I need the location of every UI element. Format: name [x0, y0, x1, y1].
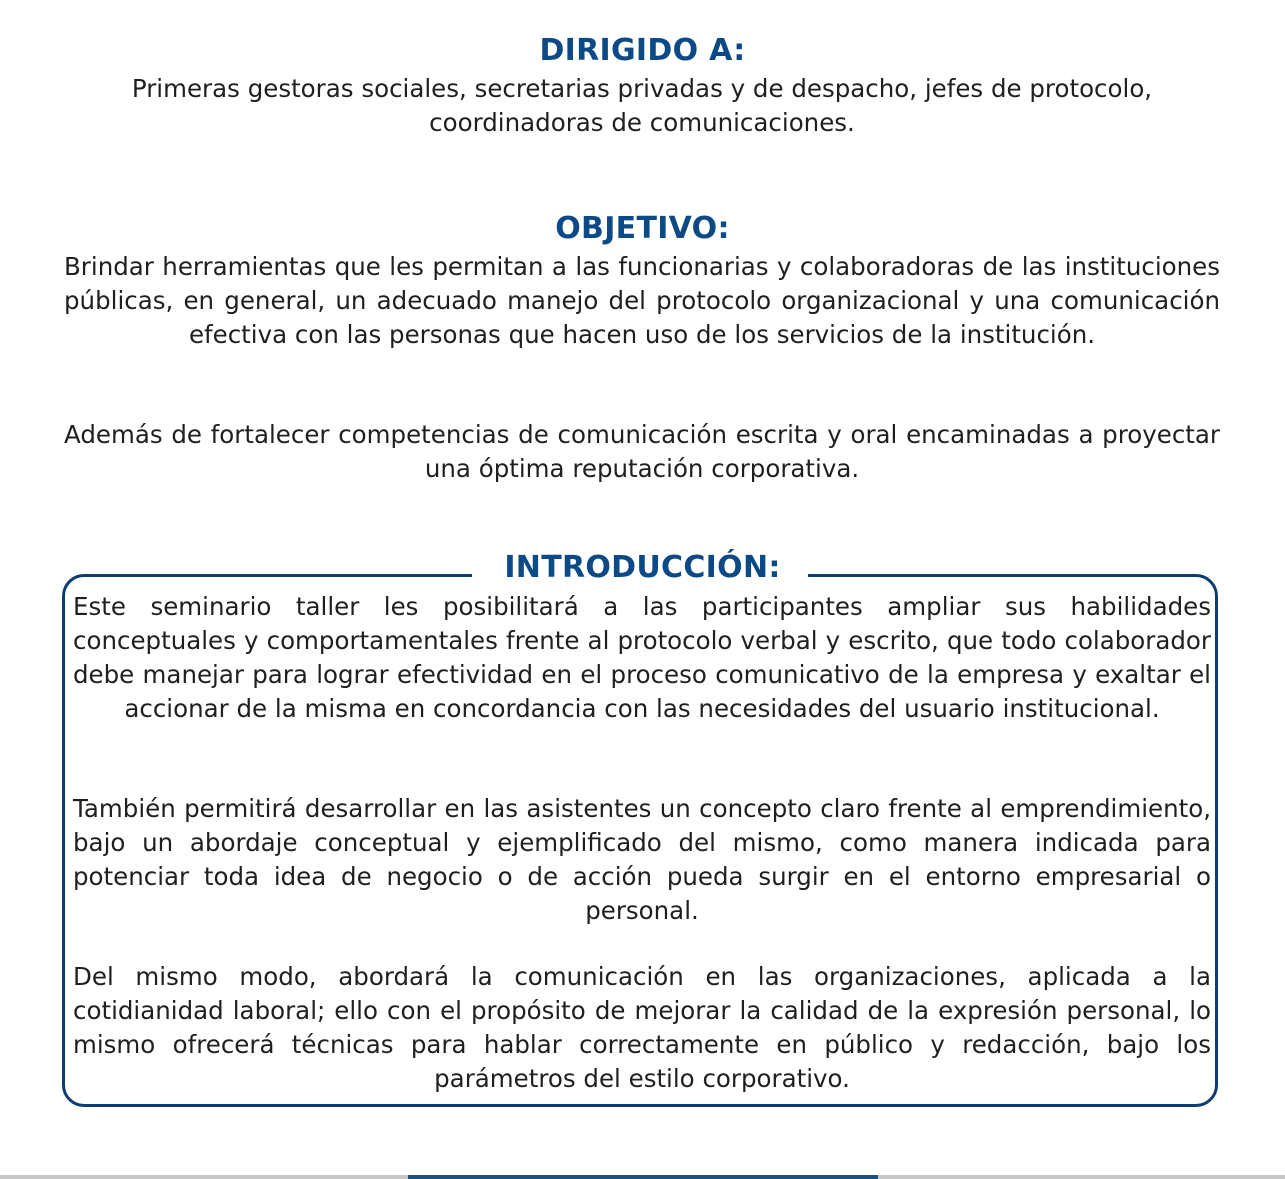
footer-divider — [0, 1175, 1285, 1179]
objetivo-paragraph-1: Brindar herramientas que les permitan a las funcionarias y colaboradoras de las instituciones públicas, en general, un adecuado manejo del protocolo organizacional y una comunicación efectiva con las personas que hacen uso de los servicios de la institución. — [64, 252, 1220, 349]
dirigido-text: Primeras gestoras sociales, secretarias privadas y de despacho, jefes de protocolo, coordinadoras de comunicaciones. — [131, 74, 1153, 137]
introduccion-paragraph-1: Este seminario taller les posibilitará a las participantes ampliar sus habilidades conceptuales y comportamentales frente al protocolo verbal y escrito, que todo colaborador debe manejar para lograr efectividad en el proceso comunicativo de la empresa y exaltar el accionar de la misma en concordancia con las necesidades del usuario institucional. — [73, 592, 1211, 723]
introduccion-heading: INTRODUCCIÓN: — [504, 550, 781, 585]
introduccion-paragraph-3: Del mismo modo, abordará la comunicación en las organizaciones, aplicada a la cotidianidad laboral; ello con el propósito de mejorar la calidad de la expresión personal, lo mismo ofrecerá técnicas para hablar correctamente en público y redacción, bajo los parámetros del estilo corporativo. — [73, 962, 1211, 1093]
objetivo-paragraph-2: Además de fortalecer competencias de comunicación escrita y oral encaminadas a proyectar una óptima reputación corporativa. — [64, 420, 1220, 483]
footer-accent-bar — [408, 1175, 878, 1179]
dirigido-heading: DIRIGIDO A: — [539, 33, 746, 68]
objetivo-heading: OBJETIVO: — [555, 211, 730, 246]
introduccion-paragraph-2: También permitirá desarrollar en las asistentes un concepto claro frente al emprendimiento, bajo un abordaje conceptual y ejemplificado del mismo, como manera indicada para potenciar toda idea de negocio o de acción pueda surgir en el entorno empresarial o personal. — [73, 794, 1211, 925]
